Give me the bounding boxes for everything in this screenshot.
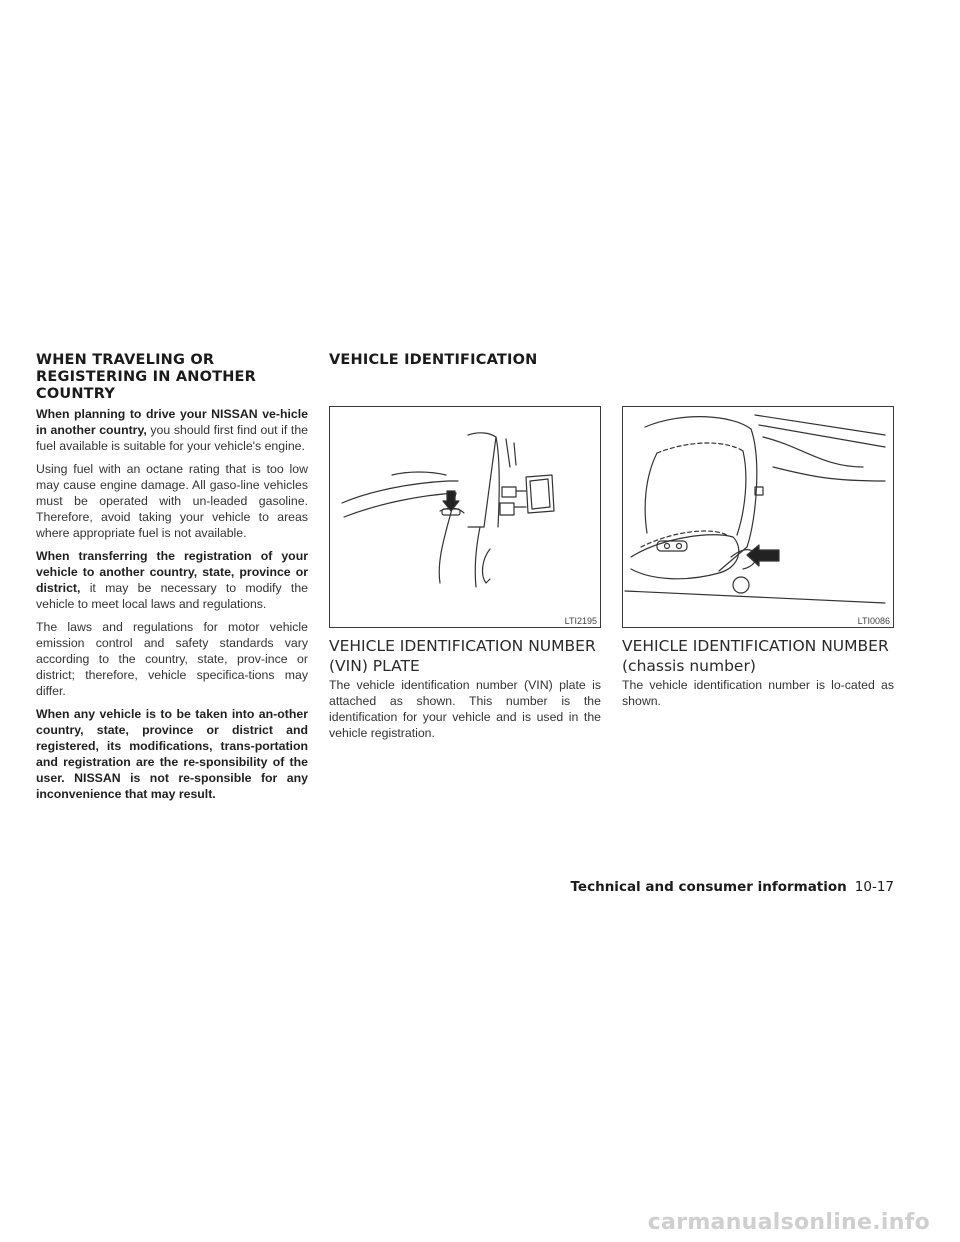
page-footer bbox=[571, 878, 894, 895]
chassis-heading-line1: VEHICLE IDENTIFICATION NUMBER bbox=[622, 637, 889, 655]
text-registration: it may be necessary to modify the vehicle to meet local laws and regulations. bbox=[36, 581, 308, 611]
vin-plate-text: The vehicle identification number (VIN) plate is attached as shown. This number is the identification for your vehicle and is used in the vehicle registration. bbox=[329, 678, 601, 740]
bold-lead-registration: When transferring the registration of your vehicle to another country, state, province or district, bbox=[36, 549, 308, 595]
text-fuel: you should first find out if the fuel available is suitable for your vehicle's engine. bbox=[36, 423, 309, 453]
chassis-number-illustration bbox=[623, 407, 893, 627]
chassis-number-heading bbox=[622, 636, 902, 676]
vin-figure-code: LTI2195 bbox=[564, 616, 597, 626]
section-heading-traveling: WHEN TRAVELING OR REGISTERING IN ANOTHER COUNTRY bbox=[36, 352, 257, 402]
paragraph-registration bbox=[36, 548, 308, 612]
paragraph-fuel bbox=[36, 406, 308, 454]
vin-heading-line2: (VIN) PLATE bbox=[329, 657, 420, 675]
page-number: 10-17 bbox=[854, 879, 894, 895]
section-heading-vehicle-identification: VEHICLE IDENTIFICATION bbox=[329, 352, 538, 368]
bold-responsibility: When any vehicle is to be taken into an-other country, state, province or district and registered, its modifications, trans-portation and registration are the re-sponsibility of the user. NISSAN is not re-sponsible for any inconvenience that may result. bbox=[36, 707, 308, 801]
chassis-figure-code: LTI0086 bbox=[857, 616, 890, 626]
chassis-number-figure bbox=[622, 406, 894, 628]
chassis-heading-line2: (chassis number) bbox=[622, 657, 756, 675]
footer-section-title: Technical and consumer information bbox=[570, 879, 847, 895]
paragraph-laws: The laws and regulations for motor vehicle emission control and safety standards vary according to the country, state, prov-ince or district; therefore, vehicle specifica-tions may differ. bbox=[36, 620, 308, 698]
paragraph-responsibility bbox=[36, 706, 308, 802]
vin-plate-figure bbox=[329, 406, 601, 628]
vin-plate-illustration bbox=[330, 407, 600, 627]
bold-lead-fuel: When planning to drive your NISSAN ve-hicle in another country, bbox=[36, 407, 308, 437]
watermark-logo: carmanualsonline.info bbox=[647, 1210, 930, 1235]
traveling-body bbox=[36, 406, 308, 809]
vin-heading-line1: VEHICLE IDENTIFICATION NUMBER bbox=[329, 637, 596, 655]
paragraph-octane: Using fuel with an octane rating that is too low may cause engine damage. All gaso-line vehicles must be operated with un-leaded gasoline. Therefore, avoid taking your vehicle to areas where appropriate fuel is not available. bbox=[36, 462, 308, 540]
vin-plate-heading bbox=[329, 636, 609, 676]
chassis-number-text: The vehicle identification number is lo-cated as shown. bbox=[622, 678, 894, 708]
